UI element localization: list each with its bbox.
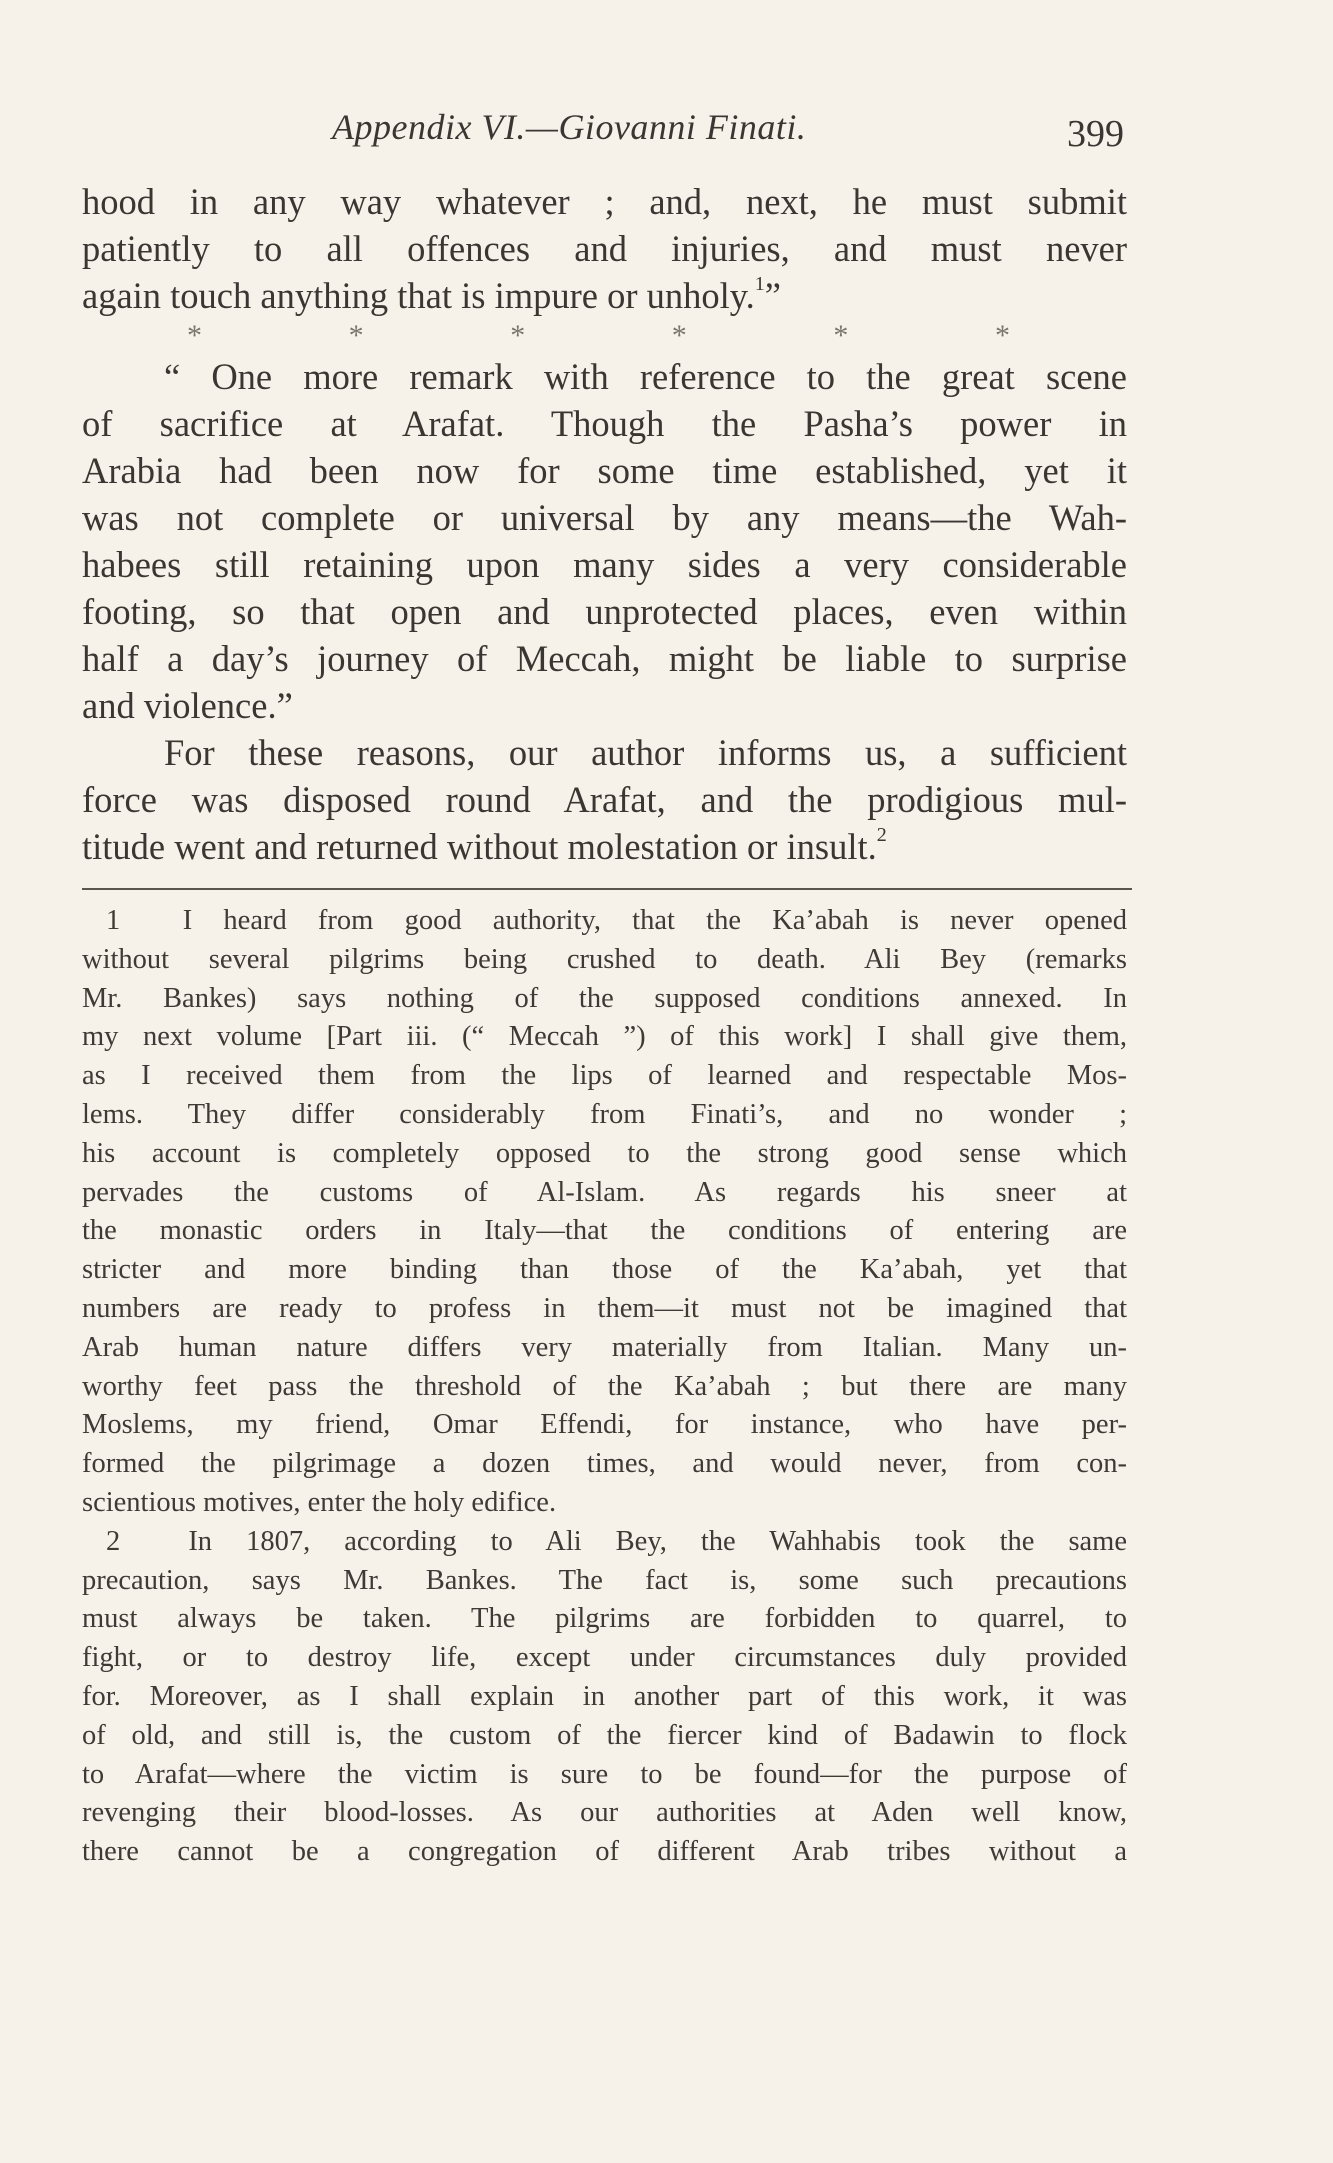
text-line: patiently to all offences and injuries, and must never (82, 228, 1127, 269)
text-line (82, 272, 1127, 319)
text-line: habees still retaining upon many sides a very considerable (82, 544, 1127, 585)
text-line: pervades the customs of Al-Islam. As regards his sneer at (82, 1176, 1127, 1208)
text-line: For these reasons, our author informs us, a sufficient (164, 732, 1127, 773)
text-line: his account is completely opposed to the strong good sense which (82, 1137, 1127, 1169)
text-line: the monastic orders in Italy—that the conditions of entering are (82, 1215, 1127, 1247)
footnote-1 (82, 902, 1127, 1523)
text-line: lems. They differ considerably from Finati’s, and no wonder ; (82, 1098, 1127, 1130)
closing-quote: ” (764, 275, 781, 316)
text-line-content: again touch anything that is impure or unholy. (82, 275, 755, 316)
footnote-2 (82, 1523, 1127, 1872)
text-line-content: titude went and returned without molestation or insult. (82, 826, 877, 867)
text-line: revenging their blood-losses. As our authorities at Aden well know, (82, 1797, 1127, 1829)
star-glyph: * (187, 319, 202, 352)
text-line: fight, or to destroy life, except under circumstances duly provided (82, 1642, 1127, 1674)
text-line: hood in any way whatever ; and, next, he must submit (82, 181, 1127, 222)
page-number: 399 (1067, 113, 1124, 155)
footnote-ref-1: 1 (754, 272, 765, 295)
section-break-stars (187, 319, 1010, 353)
text-line: Mr. Bankes) says nothing of the supposed conditions annexed. In (82, 982, 1127, 1014)
text-line: was not complete or universal by any means—the Wah- (82, 497, 1127, 538)
text-line (82, 902, 1127, 941)
paragraph-3 (82, 729, 1127, 870)
text-line: to Arafat—where the victim is sure to be found—for the purpose of (82, 1758, 1127, 1790)
text-line (82, 823, 1127, 870)
footnotes (82, 902, 1127, 1872)
text-line: force was disposed round Arafat, and the prodigious mul- (82, 779, 1127, 820)
text-line: my next volume [Part iii. (“ Meccah ”) of this work] I shall give them, (82, 1021, 1127, 1053)
text-line: Arab human nature differs very materially from Italian. Many un- (82, 1331, 1127, 1363)
page-header (82, 100, 1127, 156)
text-line: Moslems, my friend, Omar Effendi, for instance, who have per- (82, 1409, 1127, 1441)
text-line-content: I heard from good authority, that the Ka’abah is never opened (182, 905, 1127, 936)
text-line: precaution, says Mr. Bankes. The fact is, some such precautions (82, 1564, 1127, 1596)
paragraph-1 (82, 178, 1127, 319)
text-line: and violence.” (82, 685, 293, 726)
main-text (82, 178, 1127, 870)
star-glyph: * (348, 319, 364, 352)
book-page (82, 100, 1127, 1872)
text-line-content: In 1807, according to Ali Bey, the Wahhabis took the same (188, 1525, 1128, 1557)
text-line: stricter and more binding than those of the Ka’abah, yet that (82, 1254, 1127, 1286)
text-line: must always be taken. The pilgrims are forbidden to quarrel, to (82, 1603, 1127, 1635)
text-line: there cannot be a congregation of different Arab tribes without a (82, 1836, 1127, 1868)
text-line: of old, and still is, the custom of the fiercer kind of Badawin to flock (82, 1719, 1127, 1751)
paragraph-2 (82, 353, 1127, 729)
text-line: for. Moreover, as I shall explain in another part of this work, it was (82, 1680, 1127, 1712)
star-glyph: * (671, 319, 687, 352)
text-line: numbers are ready to profess in them—it must not be imagined that (82, 1292, 1127, 1324)
text-line: Arabia had been now for some time established, yet it (82, 450, 1127, 491)
star-glyph: * (833, 319, 849, 352)
text-line: “ One more remark with reference to the great scene (164, 356, 1127, 397)
text-line: as I received them from the lips of learned and respectable Mos- (82, 1060, 1127, 1092)
text-line: footing, so that open and unprotected places, even within (82, 591, 1127, 632)
text-line: half a day’s journey of Meccah, might be liable to surprise (82, 638, 1127, 679)
text-line: worthy feet pass the threshold of the Ka’abah ; but there are many (82, 1370, 1127, 1402)
footnote-marker: 1 (106, 905, 121, 936)
text-line: without several pilgrims being crushed to death. Ali Bey (remarks (82, 943, 1127, 975)
footnote-marker: 2 (106, 1525, 121, 1557)
text-line: of sacrifice at Arafat. Though the Pasha’s power in (82, 403, 1127, 444)
footnote-rule (82, 888, 1132, 890)
text-line: scientious motives, enter the holy edifice. (82, 1486, 557, 1518)
running-title: Appendix VI.—Giovanni Finati. (332, 107, 807, 147)
text-line (82, 1523, 1127, 1562)
text-line: formed the pilgrimage a dozen times, and would never, from con- (82, 1448, 1127, 1480)
footnote-ref-2: 2 (876, 823, 887, 846)
star-glyph: * (994, 319, 1010, 352)
star-glyph: * (510, 319, 526, 352)
